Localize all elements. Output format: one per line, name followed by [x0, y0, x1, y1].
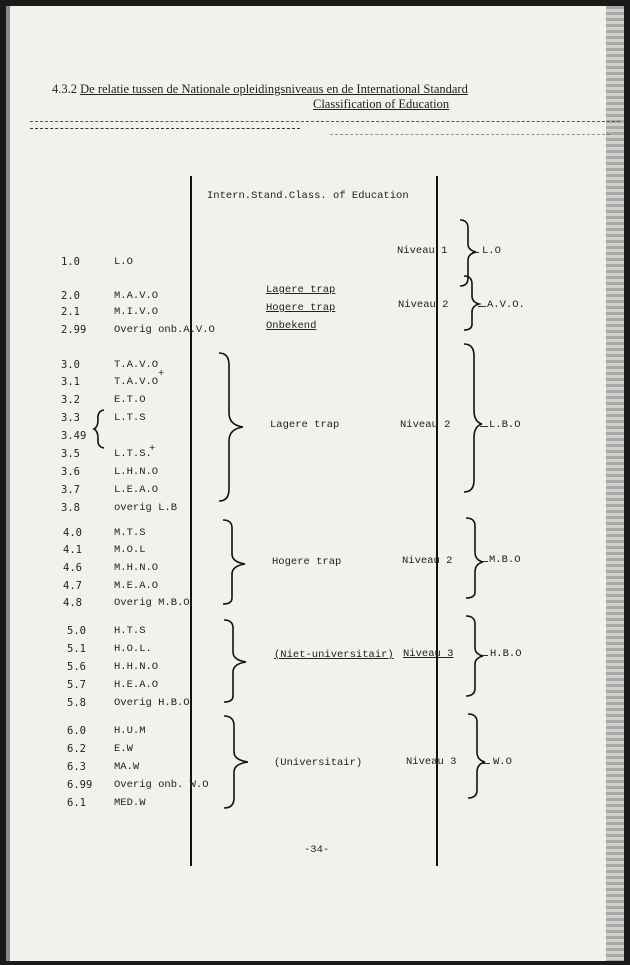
row-code: 4.1	[63, 544, 82, 556]
row-label: L.H.N.O	[114, 466, 159, 478]
row-label: E.T.O	[114, 394, 146, 406]
row-label: M.T.S	[114, 527, 146, 539]
row-code: 6.1	[67, 797, 86, 809]
column-header: Intern.Stand.Class. of Education	[207, 190, 409, 202]
row-code: 3.6	[61, 466, 80, 478]
row-code: 3.0	[61, 359, 80, 371]
level-niveau-3-wo: Niveau 3	[406, 756, 457, 768]
category-wo: W.O	[493, 756, 512, 768]
brace-lbo	[462, 342, 488, 494]
row-code: 3.7	[61, 484, 80, 496]
row-code: 1.0	[61, 256, 80, 268]
brace-group5	[220, 618, 250, 704]
row-label: E.W	[114, 743, 133, 755]
row-code: 4.8	[63, 597, 82, 609]
row-label: M.H.N.O	[114, 562, 159, 574]
row-code: 3.8	[61, 502, 80, 514]
row-label: H.T.S	[114, 625, 146, 637]
rule-2	[30, 128, 300, 129]
section-number: 4.3.2	[52, 82, 77, 96]
category-avo: A.V.O.	[487, 299, 525, 311]
plus-mark-3-5: +	[149, 443, 156, 455]
row-label: T.A.V.O	[114, 359, 159, 371]
row-code: 2.0	[61, 290, 80, 302]
row-code: 5.1	[67, 643, 86, 655]
row-label: H.O.L.	[114, 643, 152, 655]
row-label: MED.W	[114, 797, 146, 809]
brace-avo	[462, 274, 486, 332]
brace-mbo	[464, 516, 490, 600]
row-label: H.U.M	[114, 725, 146, 737]
row-code: 4.6	[63, 562, 82, 574]
row-label: H.H.N.O	[114, 661, 159, 673]
row-label: Overig M.B.O	[114, 597, 190, 609]
brace-group4	[219, 518, 249, 606]
sublevel-lagere-trap: Lagere trap	[266, 284, 336, 296]
row-label: M.E.A.O	[114, 580, 159, 592]
row-code: 3.49	[61, 430, 87, 442]
rule-1	[30, 121, 620, 122]
level-niveau-2-lbo: Niveau 2	[400, 419, 451, 431]
row-label: L.T.S.	[114, 448, 152, 460]
row-label: Overig onb.A.V.O	[114, 324, 215, 336]
row-label: overig L.B	[114, 502, 178, 514]
row-label: L.E.A.O	[114, 484, 159, 496]
level-niveau-3-hbo: Niveau 3	[403, 648, 454, 660]
plus-mark-3-1: +	[158, 368, 165, 380]
row-code: 5.7	[67, 679, 86, 691]
row-label: H.E.A.O	[114, 679, 159, 691]
left-vertical-line	[190, 176, 192, 866]
brace-3-3	[94, 408, 106, 450]
rule-3	[330, 134, 610, 135]
page-number: -34-	[304, 844, 330, 856]
row-code: 6.99	[67, 779, 93, 791]
brace-group6	[220, 714, 252, 810]
row-label: M.I.V.O	[114, 306, 159, 318]
row-code: 3.3	[61, 412, 80, 424]
row-code: 5.8	[67, 697, 86, 709]
level-niveau-2-mbo: Niveau 2	[402, 555, 453, 567]
row-code: 4.7	[63, 580, 82, 592]
row-label: L.T.S	[114, 412, 146, 424]
row-label: Overig H.B.O	[114, 697, 190, 709]
row-code: 2.1	[61, 306, 80, 318]
group3-sublevel: Lagere trap	[270, 419, 340, 431]
row-code: 3.5	[61, 448, 80, 460]
brace-wo	[466, 712, 492, 800]
category-mbo: M.B.O	[489, 554, 521, 566]
brace-hbo	[464, 614, 490, 698]
section-heading	[52, 82, 468, 97]
sublevel-onbekend: Onbekend	[266, 320, 317, 332]
row-label: T.A.V.O	[114, 376, 159, 388]
row-code: 6.3	[67, 761, 86, 773]
heading-line-2: Classification of Education	[313, 97, 450, 111]
row-code: 2.99	[61, 324, 87, 336]
row-label: M.O.L	[114, 544, 146, 556]
group5-sublevel: (Niet-universitair)	[274, 649, 394, 661]
row-code: 5.0	[67, 625, 86, 637]
row-code: 3.1	[61, 376, 80, 388]
level-niveau-2-avo: Niveau 2	[398, 299, 449, 311]
row-code: 4.0	[63, 527, 82, 539]
row-label: Overig onb. W.O	[114, 779, 209, 791]
level-niveau-1: Niveau 1	[397, 245, 448, 257]
sublevel-hogere-trap: Hogere trap	[266, 302, 336, 314]
group4-sublevel: Hogere trap	[272, 556, 342, 568]
paper-edge	[606, 6, 624, 961]
row-label: L.O	[114, 256, 133, 268]
row-code: 5.6	[67, 661, 86, 673]
row-label: M.A.V.O	[114, 290, 159, 302]
row-code: 6.0	[67, 725, 86, 737]
group6-sublevel: (Universitair)	[274, 757, 363, 769]
heading-line-1: De relatie tussen de Nationale opleidingsniveaus en de International Standard	[80, 82, 468, 96]
row-label: MA.W	[114, 761, 140, 773]
row-code: 3.2	[61, 394, 80, 406]
brace-group3	[215, 351, 245, 503]
category-lbo: L.B.O	[489, 419, 521, 431]
category-hbo: H.B.O	[490, 648, 522, 660]
document-page	[6, 6, 624, 961]
row-code: 6.2	[67, 743, 86, 755]
category-lo: L.O	[482, 245, 501, 257]
